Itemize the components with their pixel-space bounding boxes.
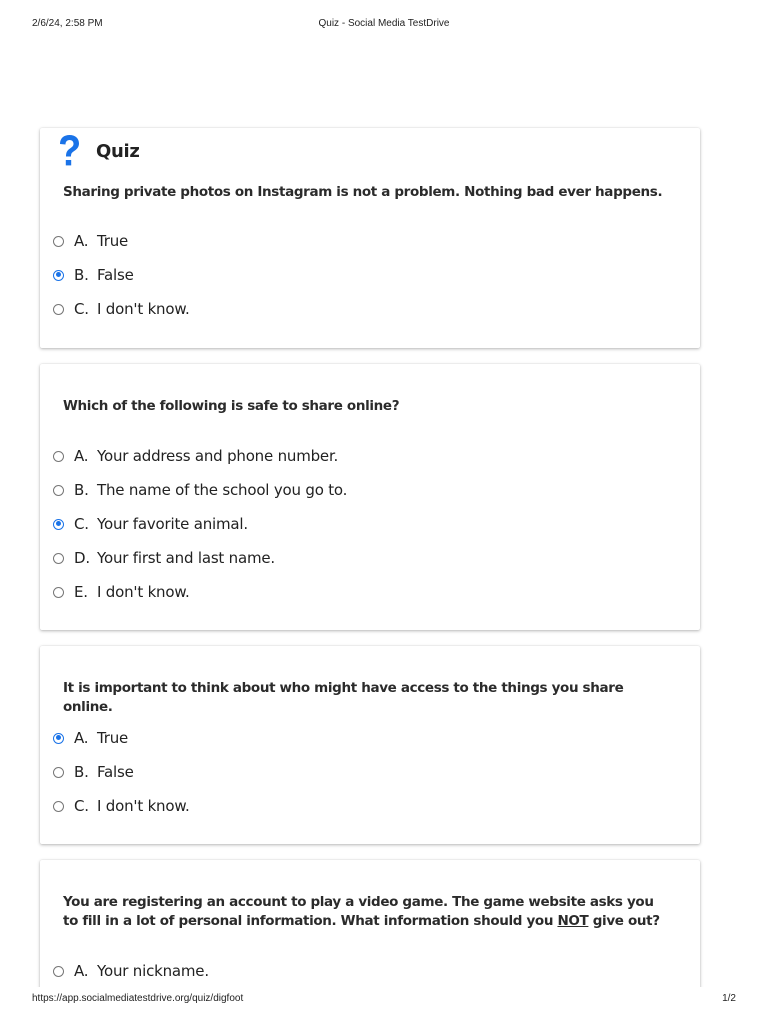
radio-button-4a[interactable]	[53, 966, 64, 977]
option-letter: A.	[74, 729, 89, 747]
option-label: I don't know.	[97, 583, 190, 601]
print-page-number: 1/2	[722, 993, 736, 1004]
answer-option-2a[interactable]	[53, 439, 347, 473]
option-letter: E.	[74, 583, 88, 601]
option-letter: C.	[74, 300, 89, 318]
option-label: True	[97, 729, 129, 747]
answer-option-4a[interactable]	[53, 954, 209, 987]
option-label: I don't know.	[97, 797, 190, 815]
print-url: https://app.socialmediatestdrive.org/quiz/digfoot	[32, 993, 244, 1004]
option-letter: C.	[74, 515, 89, 533]
question-text-part: You are registering an account to play a video game. The game website asks you to fill in a lot of personal information. What information should you	[63, 894, 654, 929]
print-datetime: 2/6/24, 2:58 PM	[32, 18, 103, 29]
quiz-question-card-1	[40, 128, 700, 348]
radio-button-2d[interactable]	[53, 553, 64, 564]
option-letter: A.	[74, 232, 89, 250]
answer-options-3	[53, 721, 190, 823]
option-letter: A.	[74, 447, 89, 465]
question-text-4	[63, 893, 670, 931]
option-label: True	[97, 232, 129, 250]
answer-option-1c[interactable]	[53, 292, 190, 326]
radio-button-2c[interactable]	[53, 519, 64, 530]
option-letter: C.	[74, 797, 89, 815]
print-page-title: Quiz - Social Media TestDrive	[318, 18, 450, 29]
quiz-title: Quiz	[96, 140, 140, 162]
radio-button-1a[interactable]	[53, 236, 64, 247]
radio-button-3b[interactable]	[53, 767, 64, 778]
option-letter: B.	[74, 481, 89, 499]
option-letter: B.	[74, 266, 89, 284]
print-footer	[0, 993, 768, 1007]
option-label: Your nickname.	[97, 962, 209, 980]
answer-option-1a[interactable]	[53, 224, 190, 258]
question-text-3: It is important to think about who might have access to the things you share online.	[63, 680, 624, 715]
radio-button-1b[interactable]	[53, 270, 64, 281]
option-label: Your address and phone number.	[97, 447, 339, 465]
option-label: The name of the school you go to.	[97, 481, 348, 499]
question-mark-icon	[56, 134, 82, 168]
radio-button-2e[interactable]	[53, 587, 64, 598]
answer-option-1b[interactable]	[53, 258, 190, 292]
option-label: False	[97, 266, 134, 284]
answer-option-2c[interactable]	[53, 507, 347, 541]
question-emphasis: NOT	[557, 913, 589, 929]
option-letter: B.	[74, 763, 89, 781]
radio-button-3a[interactable]	[53, 733, 64, 744]
answer-options-4	[53, 954, 209, 987]
option-label: Your first and last name.	[97, 549, 275, 567]
answer-option-2d[interactable]	[53, 541, 347, 575]
quiz-question-card-3	[40, 646, 700, 844]
answer-option-2b[interactable]	[53, 473, 347, 507]
radio-button-3c[interactable]	[53, 801, 64, 812]
answer-option-2e[interactable]	[53, 575, 347, 609]
radio-button-2a[interactable]	[53, 451, 64, 462]
option-label: Your favorite animal.	[97, 515, 248, 533]
option-label: False	[97, 763, 134, 781]
radio-button-2b[interactable]	[53, 485, 64, 496]
answer-option-3c[interactable]	[53, 789, 190, 823]
answer-options-2	[53, 439, 347, 609]
option-label: I don't know.	[97, 300, 190, 318]
radio-button-1c[interactable]	[53, 304, 64, 315]
question-text-2: Which of the following is safe to share online?	[63, 398, 400, 414]
quiz-question-card-4	[40, 860, 700, 987]
option-letter: D.	[74, 549, 90, 567]
question-text-1: Sharing private photos on Instagram is not a problem. Nothing bad ever happens.	[63, 184, 663, 200]
answer-option-3a[interactable]	[53, 721, 190, 755]
option-letter: A.	[74, 962, 89, 980]
answer-options-1	[53, 224, 190, 326]
answer-option-3b[interactable]	[53, 755, 190, 789]
question-text-part: give out?	[588, 913, 660, 929]
quiz-header	[56, 134, 140, 168]
quiz-question-card-2	[40, 364, 700, 630]
